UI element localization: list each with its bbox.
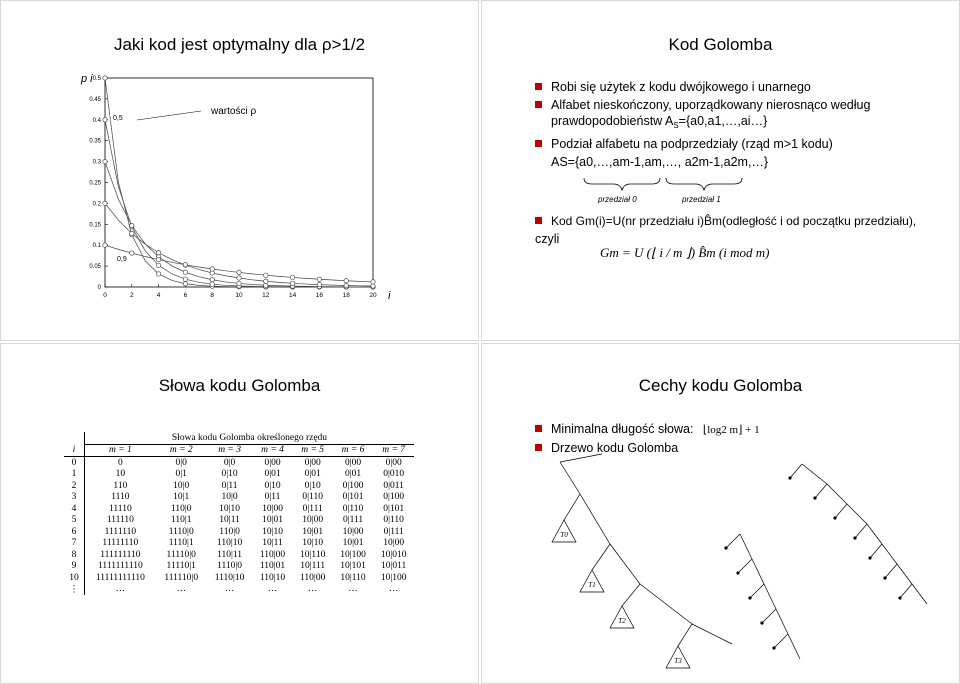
codeword-cell: 1111111110 (85, 561, 156, 573)
codeword-cell: 0|11 (221, 480, 238, 491)
tree-edge (560, 454, 602, 462)
codeword-cell: 1110|0 (168, 526, 194, 537)
table-caption: Słowa kodu Golomba określonego rzędu (85, 432, 415, 444)
codeword-cell: 10|11 (262, 538, 283, 549)
codeword-cell: 10|100 (340, 549, 366, 560)
subtree-label: T3 (674, 657, 682, 665)
x-tick-label: 10 (235, 292, 243, 299)
codeword-cell: 10|110 (300, 549, 326, 560)
codeword-cell: 11110|0 (166, 549, 196, 560)
codeword-cell: … (348, 584, 358, 595)
x-tick-label: 2 (129, 292, 134, 299)
codeword-cell: 0|10 (264, 480, 281, 491)
bullet-list-2 (535, 213, 935, 247)
data-point (371, 284, 375, 288)
codeword-cell: 110|0 (219, 526, 240, 537)
leaf-node (853, 536, 856, 539)
data-point (103, 201, 107, 205)
codeword-cell: 10 (85, 469, 156, 481)
codeword-cell: … (176, 584, 186, 595)
leaf-node (760, 621, 763, 624)
codeword-cell: … (307, 584, 318, 595)
column-header: m = 3 (207, 444, 253, 457)
table-row (64, 526, 414, 538)
alphabet-line: AS={a0,…,am-1,am,…, a2m-1,a2m,…} (551, 155, 769, 169)
legend-label: wartości ρ (211, 106, 257, 117)
tree-edge (750, 584, 764, 598)
x-tick-label: 0 (103, 292, 107, 299)
codeword-cell: 10|1 (173, 492, 190, 503)
codeword-cell: 0|1 (175, 469, 187, 480)
codeword-cell: 0|110 (302, 492, 323, 503)
codeword-cell: 110|10 (259, 572, 286, 583)
codeword-cell: 10|0 (173, 480, 190, 491)
row-index-cell: 4 (71, 503, 77, 514)
codeword-cell: 0|101 (342, 492, 364, 503)
table-row (64, 549, 414, 561)
codeword-cell: 0|111 (302, 503, 323, 514)
y-tick-label: 0 (97, 285, 101, 291)
codeword-cell: 0|0 (175, 457, 187, 468)
codeword-cell: 110|10 (216, 538, 243, 549)
x-tick-label: 6 (183, 292, 188, 299)
leaf-node (748, 596, 751, 599)
subtree-label: T1 (588, 581, 596, 589)
data-point (130, 223, 134, 227)
data-point (237, 281, 241, 285)
data-point (183, 263, 187, 267)
codeword-cell: 10|110 (340, 572, 366, 583)
codeword-cell: 0|01 (304, 469, 321, 480)
partition-0-label: przedział 0 (598, 195, 637, 204)
codeword-cell: 0|0 (223, 457, 236, 468)
leaf-node (788, 476, 791, 479)
codeword-cell: 0 (85, 457, 156, 469)
data-point (156, 257, 160, 261)
y-tick-label: 0.45 (89, 96, 101, 103)
x-tick-label: 12 (262, 292, 270, 299)
data-point (103, 118, 107, 122)
x-tick-label: 4 (156, 292, 161, 299)
codeword-cell: 0|01 (344, 469, 362, 480)
y-tick-label: 0.2 (92, 201, 101, 208)
tree-edge (835, 504, 847, 518)
codeword-cell: 0|110 (342, 503, 364, 514)
codeword-cell: 1110 (85, 492, 156, 504)
tree-edge (882, 544, 897, 564)
codeword-cell: 110|00 (300, 572, 326, 583)
column-header: m = 4 (252, 444, 292, 457)
y-axis-label: p i (81, 73, 93, 85)
codeword-cell: … (267, 584, 278, 595)
codeword-cell: 0|111 (383, 526, 404, 537)
leaf-node (813, 496, 816, 499)
table-row (64, 503, 414, 515)
codeword-cell: 0|00 (304, 457, 321, 468)
table-row (64, 572, 414, 584)
codeword-cell: 10|011 (381, 561, 407, 572)
data-point (317, 282, 321, 286)
tree-edge (678, 624, 692, 646)
slide-title: Cechy kodu Golomba (638, 376, 803, 395)
codeword-cell: 10|10 (302, 538, 324, 549)
x-tick-label: 16 (315, 292, 324, 299)
table-row (64, 561, 414, 573)
data-point (237, 276, 241, 280)
curve-label-top: 0,5 (113, 115, 123, 122)
codeword-cell: 10|00 (302, 515, 324, 526)
y-tick-label: 0.3 (92, 159, 101, 166)
row-index-cell: 9 (71, 561, 77, 572)
slide-title: Kod Golomba (668, 35, 773, 54)
leaf-node (868, 556, 871, 559)
tree-edge (870, 544, 882, 558)
tree-edge (774, 634, 788, 648)
tree-edge (622, 584, 640, 606)
data-point (156, 251, 160, 255)
tree-edge (738, 559, 752, 573)
partition-braces (482, 1, 960, 341)
column-header: m = 7 (373, 444, 414, 457)
data-point (130, 231, 134, 235)
table-row (64, 538, 414, 550)
row-index-cell: 1 (71, 469, 77, 480)
tree-edge (827, 484, 847, 504)
codeword-cell: 110|00 (259, 549, 286, 560)
data-point (264, 273, 268, 277)
bullet-text: Minimalna długość słowa: (551, 422, 694, 436)
probability-curve (105, 120, 373, 287)
subtree-label: T2 (618, 617, 626, 625)
codeword-cell: 0|10 (304, 480, 321, 491)
tree-edge (776, 609, 788, 634)
codeword-cell: 0|10 (221, 469, 238, 480)
codeword-cell: 0|01 (264, 469, 281, 480)
y-tick-label: 0.5 (92, 76, 101, 82)
probability-chart (1, 1, 479, 341)
codeword-cell: 11110 (85, 503, 156, 515)
bullet-text: Podział alfabetu na podprzedziały (rząd m>1 kodu) (551, 137, 833, 151)
data-point (156, 263, 160, 267)
tree-edge (912, 584, 927, 604)
data-point (344, 283, 348, 287)
x-axis-label: i (388, 290, 391, 302)
codeword-cell: 110|01 (259, 561, 286, 572)
data-point (103, 159, 107, 163)
codeword-cell: 0|011 (383, 480, 404, 491)
data-point (317, 277, 321, 281)
probability-curve (105, 162, 373, 287)
bullet-text: Robi się użytek z kodu dwójkowego i unarnego (551, 80, 811, 94)
codeword-cell: 10|111 (300, 561, 326, 572)
row-index-cell: 0 (71, 457, 77, 468)
y-tick-label: 0.1 (92, 243, 101, 250)
leaf-node (772, 646, 775, 649)
min-length-formula: ⌊log2 m⌋ + 1 (702, 424, 760, 436)
tree-edge (762, 609, 776, 623)
tree-edge (692, 624, 732, 644)
codeword-cell: 10|010 (380, 549, 407, 560)
tree-edge (885, 564, 897, 578)
data-point (237, 270, 241, 274)
data-point (210, 278, 214, 282)
subtree-label: T0 (560, 531, 568, 539)
slide-golomb-code (481, 0, 960, 341)
column-header: m = 2 (156, 444, 207, 457)
leaf-node (724, 546, 727, 549)
golomb-tree-diagram (482, 344, 960, 684)
x-tick-label: 20 (369, 292, 377, 299)
tree-edge (640, 584, 692, 624)
curve-label-bottom: 0,9 (117, 256, 127, 263)
codeword-cell: 1111110 (85, 526, 156, 538)
y-tick-label: 0.4 (92, 117, 101, 124)
data-point (210, 282, 214, 286)
tree-edge (592, 544, 610, 570)
tree-edge (580, 494, 610, 544)
column-header: i (64, 444, 85, 457)
legend-pointer (137, 111, 201, 120)
codeword-cell: 111110 (85, 515, 156, 527)
codeword-cell: 10|10 (219, 503, 241, 514)
x-tick-label: 18 (342, 292, 350, 299)
row-index-cell: 3 (71, 492, 77, 503)
row-index-cell: ⋮ (69, 584, 79, 595)
leaf-node (736, 571, 739, 574)
codeword-cell: 10|01 (342, 538, 364, 549)
data-point (264, 279, 268, 283)
leaf-node (833, 516, 836, 519)
table-row (64, 457, 414, 469)
codeword-cell: 10|00 (383, 538, 405, 549)
data-point (183, 277, 187, 281)
tree-edge (900, 584, 912, 598)
golomb-formula: Gm = U (⌊ i / m ⌋) B̂m (i mod m) (600, 245, 770, 260)
tree-edge (752, 559, 764, 584)
codeword-cell: 0|010 (383, 469, 405, 480)
data-point (183, 282, 187, 286)
table-header-row (64, 444, 414, 457)
data-point (156, 272, 160, 276)
row-index-cell: 7 (71, 538, 77, 549)
y-tick-label: 0.25 (89, 180, 101, 187)
data-point (371, 280, 375, 284)
slide-optimal-code (0, 0, 479, 341)
leaf-node (898, 596, 901, 599)
codeword-cell: … (85, 584, 156, 596)
codeword-cell: 11111110 (85, 538, 156, 550)
tree-edge (610, 544, 640, 584)
column-header: m = 1 (85, 444, 156, 457)
table-row (64, 515, 414, 527)
codeword-cell: 11111111110 (85, 572, 156, 584)
codeword-cell: 110|11 (217, 549, 243, 560)
tree-edge (788, 634, 800, 659)
data-point (344, 279, 348, 283)
codeword-cell: … (388, 584, 399, 595)
data-point (210, 267, 214, 271)
row-index-cell: 2 (71, 480, 77, 491)
data-point (183, 270, 187, 274)
bullet-text: Kod Gm(i)=U(nr przedziału i)B̂m(odległość i od początku przedziału), (551, 214, 917, 228)
codeword-cell: 0|100 (383, 492, 405, 503)
czyli-text: czyli (535, 232, 560, 246)
tree-edge (867, 524, 882, 544)
slide-title: Słowa kodu Golomba (158, 376, 321, 395)
table-row (64, 480, 414, 492)
tree-edge (790, 464, 802, 478)
tree-edge (815, 484, 827, 498)
row-index-cell: 10 (69, 572, 79, 583)
row-index-cell: 8 (71, 549, 77, 560)
codeword-cell: 0|00 (344, 457, 362, 468)
codeword-cell: 110|1 (170, 515, 192, 526)
data-point (103, 243, 107, 247)
tree-edge (726, 534, 740, 548)
codeword-cell: 0|00 (385, 457, 402, 468)
column-header: m = 5 (293, 444, 333, 457)
tree-edge (564, 494, 580, 520)
codeword-cell: 0|111 (342, 515, 364, 526)
codeword-cell: 111110|0 (164, 572, 199, 583)
bullet-text: ={a0,a1,…,ai…} (678, 114, 768, 128)
tree-edge (740, 534, 752, 559)
codeword-cell: 0|110 (383, 515, 404, 526)
bullet-text: Alfabet nieskończony, uporządkowany nierosnąco według (551, 98, 871, 112)
table-row (64, 492, 414, 504)
row-index-cell: 6 (71, 526, 77, 537)
codeword-cell: 10|01 (262, 515, 283, 526)
tree-edge (560, 462, 580, 494)
bullet-text: prawdopodobieństw A (551, 114, 674, 128)
partition-1-label: przedział 1 (682, 195, 721, 204)
codeword-cell: 1110|10 (214, 572, 245, 583)
codeword-cell: 0|11 (264, 492, 281, 503)
column-header: m = 6 (333, 444, 374, 457)
x-tick-label: 8 (210, 292, 215, 299)
codeword-cell: 1110|1 (168, 538, 194, 549)
codeword-cell: 0|101 (383, 503, 405, 514)
codeword-cell: 0|100 (342, 480, 364, 491)
x-tick-label: 14 (288, 292, 297, 299)
codeword-cell: 111111110 (85, 549, 156, 561)
row-index-cell: 5 (71, 515, 77, 526)
codeword-cell: 10|01 (302, 526, 324, 537)
codeword-cell: 11110|1 (166, 561, 196, 572)
codeword-cell: 10|0 (221, 492, 238, 503)
y-tick-label: 0.05 (89, 264, 101, 271)
bullet-text: Drzewo kodu Golomba (551, 441, 679, 455)
tree-edge (802, 464, 827, 484)
table-row (64, 469, 414, 481)
subscript: S (673, 121, 679, 130)
codeword-cell: 110|0 (170, 503, 192, 514)
data-point (130, 251, 134, 255)
codeword-cell: 10|00 (342, 526, 364, 537)
codeword-cell: … (224, 584, 235, 595)
slide-golomb-properties (481, 343, 960, 684)
tree-edge (897, 564, 912, 584)
slide-title: Jaki kod jest optymalny dla ρ>1/2 (113, 35, 366, 54)
bullet-item (535, 213, 935, 229)
data-point (290, 275, 294, 279)
data-point (103, 76, 107, 80)
tree-edge (847, 504, 867, 524)
data-point (290, 281, 294, 285)
codeword-cell: 10|10 (262, 526, 283, 537)
tree-edge (764, 584, 776, 609)
codeword-cell: 10|101 (340, 561, 366, 572)
tree-edge (855, 524, 867, 538)
codeword-cell: 110 (85, 480, 156, 492)
y-tick-label: 0.35 (89, 138, 101, 145)
codeword-cell: 0|00 (264, 457, 281, 468)
y-tick-label: 0.15 (89, 222, 101, 229)
golomb-codeword-table (64, 432, 414, 595)
table-row (64, 584, 414, 596)
codeword-cell: 10|100 (380, 572, 407, 583)
codeword-cell: 10|00 (262, 503, 283, 514)
codeword-cell: 1110|0 (217, 561, 243, 572)
leaf-node (883, 576, 886, 579)
codeword-cell: 10|11 (219, 515, 240, 526)
